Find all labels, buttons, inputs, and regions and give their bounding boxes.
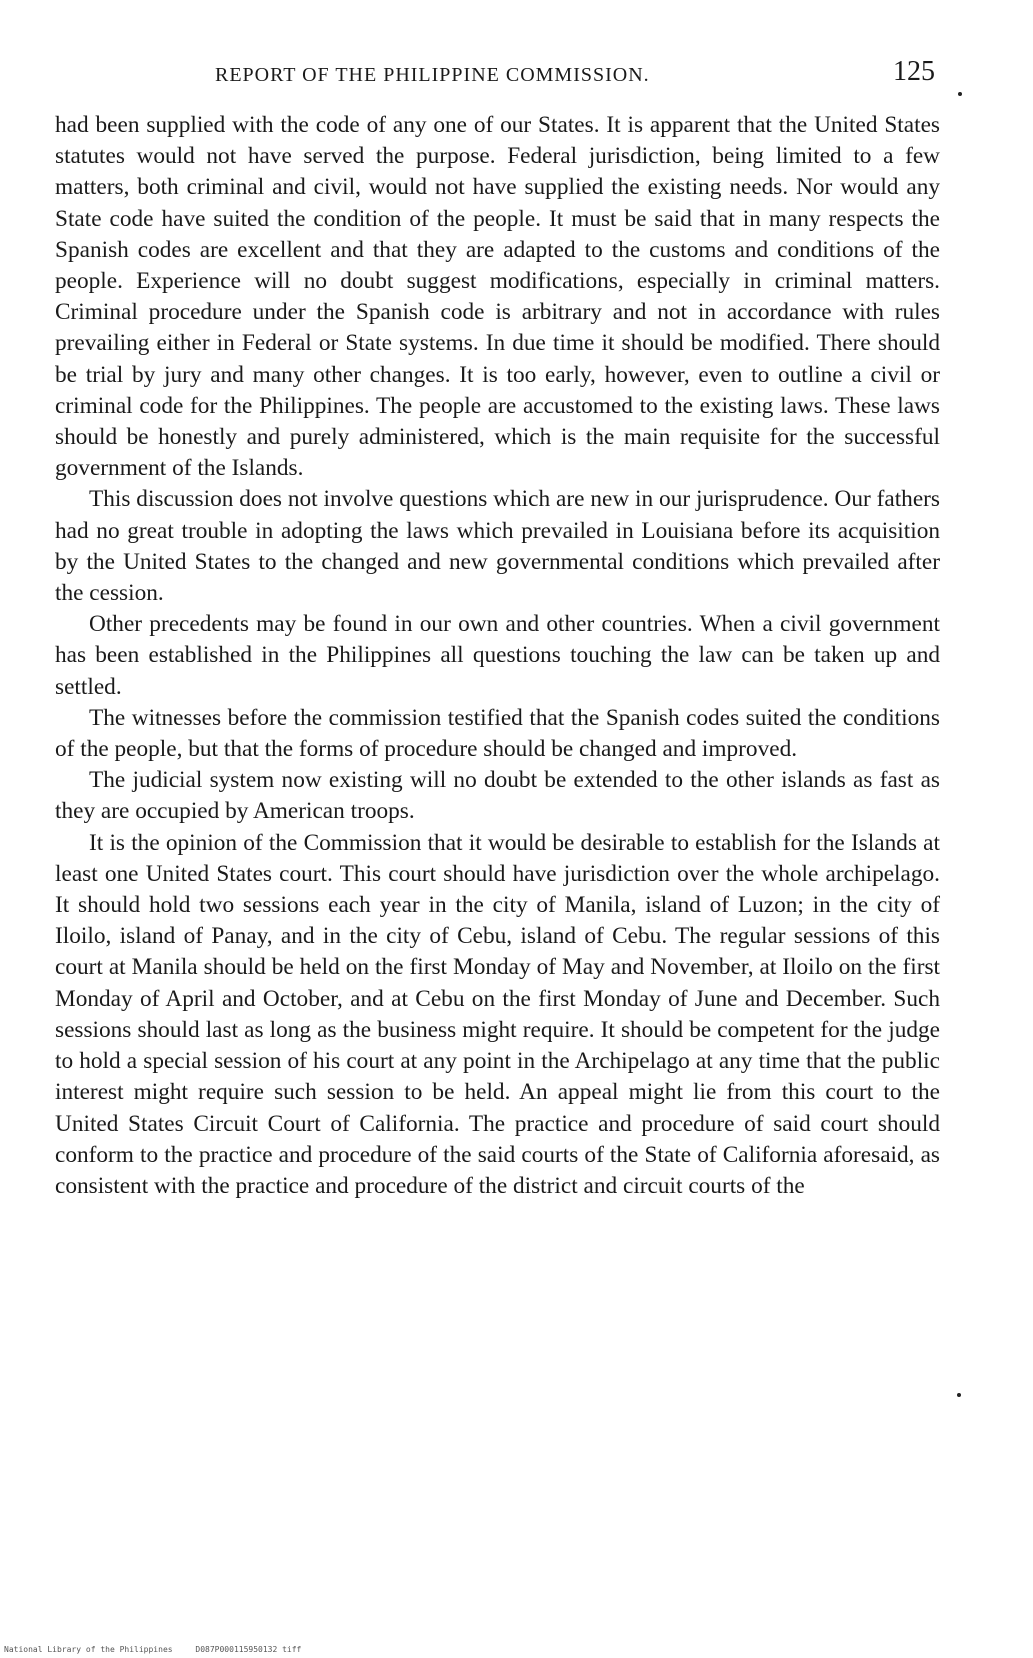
paragraph: It is the opinion of the Commission that it would be desirable to establish for the Islands at least one United States court. This court should have jurisdiction over the whole archipelago. It should hold two sessions each year in the city of Manila, island of Luzon; in the city of Iloilo, island of Panay, and in the city of Cebu, island of Cebu. The regular sessions of this court at Manila should be held on the first Monday of May and November, at Iloilo on the first Monday of April and October, and at Cebu on the first Monday of June and December. Such sessions should last as long as the business might require. It should be competent for the judge to hold a special session of his court at any point in the Archipelago at any time that the public interest might require such session to be held. An appeal might lie from this court to the United States Circuit Court of California. The practice and procedure of said court should conform to the practice and procedure of the said courts of the State of California aforesaid, as consistent with the practice and procedure of the district and circuit courts of the [55, 829, 940, 1199]
page-header [55, 54, 935, 94]
footer-library: National Library of the Philippines [4, 1645, 173, 1654]
scan-footer [4, 1645, 319, 1654]
running-title: REPORT OF THE PHILIPPINE COMMISSION. [215, 64, 650, 86]
scan-speck [958, 92, 962, 96]
scan-speck [957, 1393, 961, 1397]
paragraph: Other precedents may be found in our own and other countries. When a civil government has been established in the Philippines all questions touching the law can be taken up and settled. [55, 611, 940, 700]
paragraph-continued: had been supplied with the code of any one of our States. It is apparent that the United States statutes would not have served the purpose. Federal jurisdiction, being limited to a few matters, both criminal and civil, would not have supplied the existing needs. Nor would any State code have suited the condition of the people. It must be said that in many respects the Spanish codes are excellent and that they are adapted to the customs and conditions of the people. Experience will no doubt suggest modifications, especially in criminal matters. Criminal procedure under the Spanish code is arbitrary and not in accordance with rules prevailing either in Federal or State systems. In due time it should be modified. There should be trial by jury and many other changes. It is too early, however, even to outline a civil or criminal code for the Philippines. The people are accustomed to the existing laws. These laws should be honestly and purely administered, which is the main requisite for the successful government of the Islands. [55, 112, 940, 482]
paragraph: The judicial system now existing will no doubt be extended to the other islands as fast as they are occupied by American troops. [55, 767, 940, 825]
page-number: 125 [893, 56, 935, 87]
paragraph: The witnesses before the commission testified that the Spanish codes suited the conditions of the people, but that the forms of procedure should be changed and improved. [55, 704, 940, 763]
footer-file: D087P000115950132 tiff [195, 1645, 302, 1654]
paragraph: This discussion does not involve questions which are new in our jurisprudence. Our fathers had no great trouble in adopting the laws which prevailed in Louisiana before its acquisition by the United States to the changed and new governmental conditions which prevailed after the cession. [55, 486, 940, 607]
body-text [55, 110, 940, 1202]
